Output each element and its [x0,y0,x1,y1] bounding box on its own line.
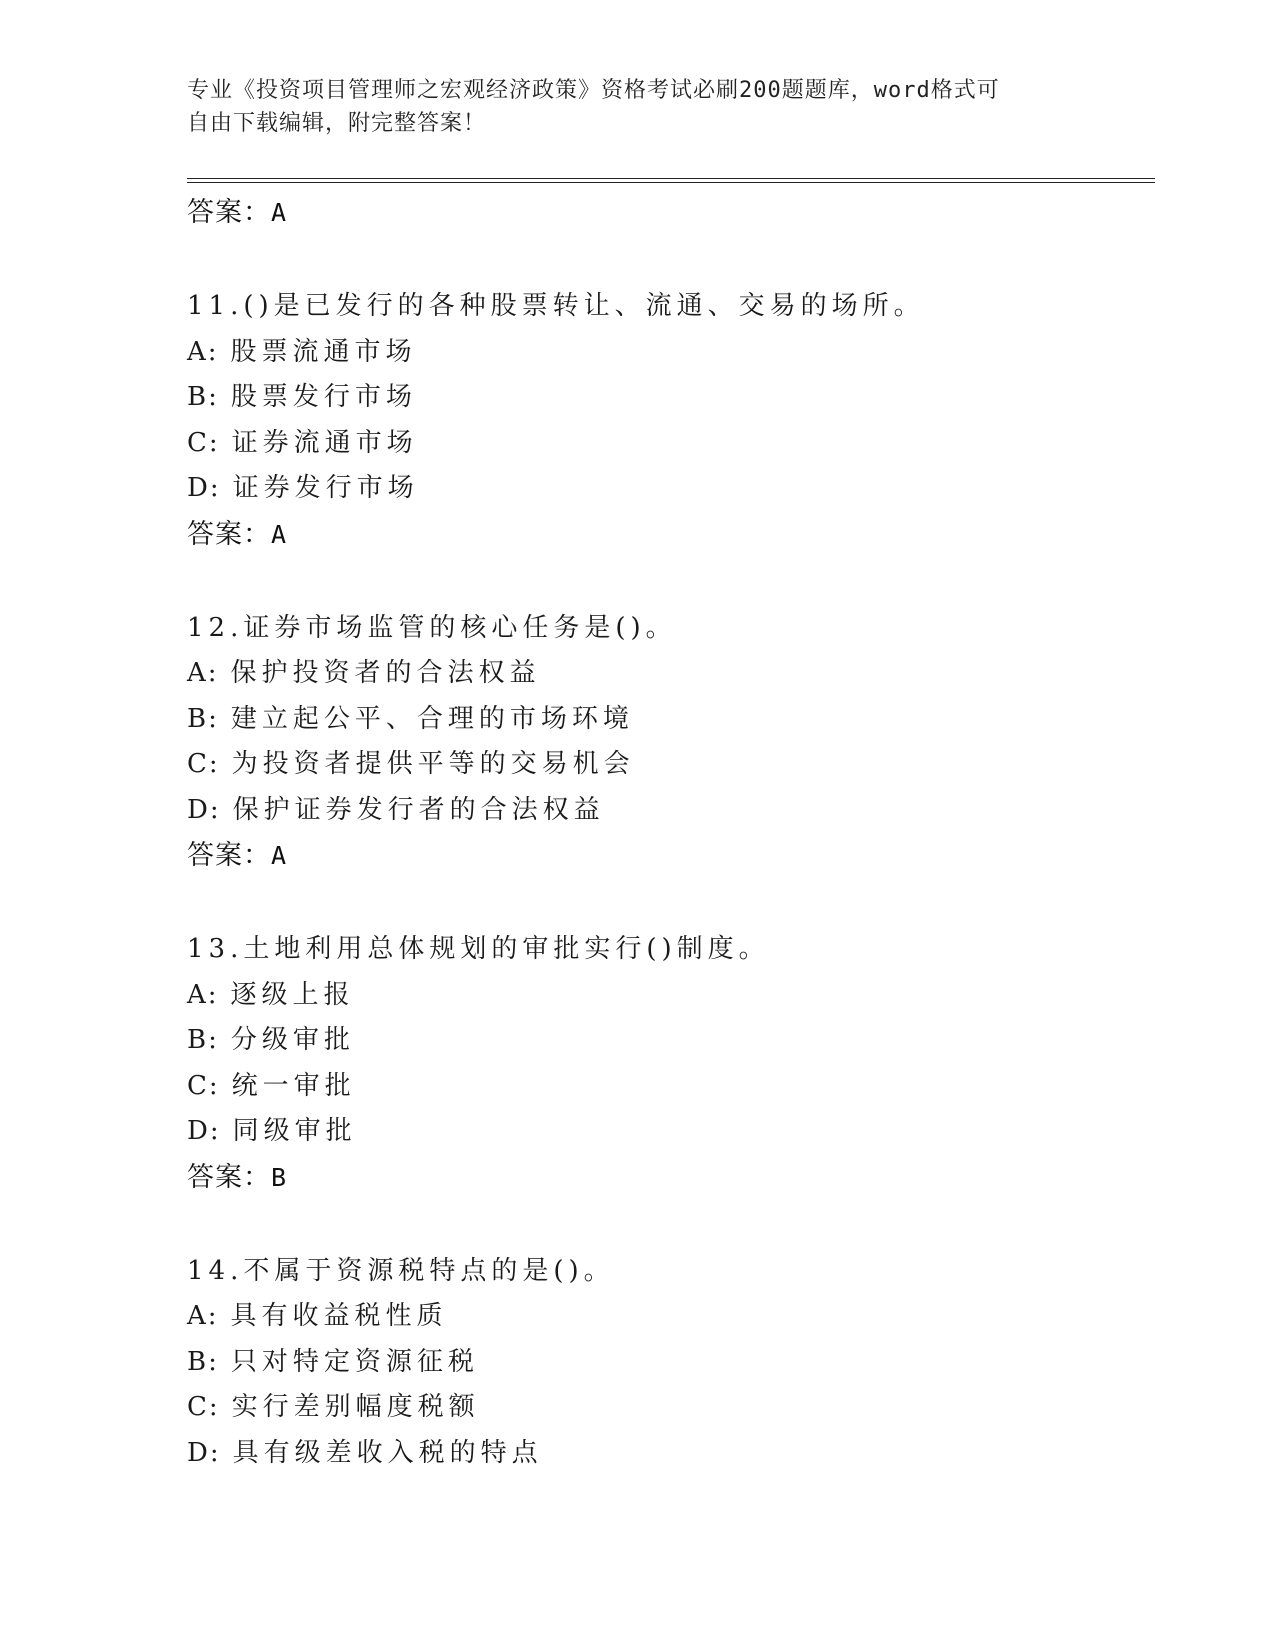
option-text: 证券发行市场 [232,473,419,503]
option-key: D: [187,1437,221,1468]
option-key: A: [187,336,219,367]
option-text: 分级审批 [230,1025,355,1055]
header-title-line-1: 专业《投资项目管理师之宏观经济政策》资格考试必刷200题题库，word格式可 [187,78,1000,103]
document-header [187,74,1067,140]
question-stem: 12.证券市场监管的核心任务是()。 [187,612,677,643]
option-text: 实行差别幅度税额 [231,1392,480,1422]
option-d [187,788,1155,834]
option-key: C: [187,1070,220,1101]
option-key: B: [187,703,219,734]
option-key: D: [187,1116,221,1146]
header-title-line-2: 自由下载编辑，附完整答案！ [187,111,487,136]
answer-label: 答案： [187,840,271,871]
question-block [187,606,1155,880]
option-b [187,1340,1155,1386]
option-key: B: [187,382,219,412]
option-text: 统一审批 [231,1070,356,1101]
option-text: 股票发行市场 [230,382,417,412]
question-block [187,927,1155,1201]
question-stem: 13.土地利用总体规划的审批实行()制度。 [187,934,770,964]
option-key: D: [187,473,221,503]
option-c [187,1064,1155,1110]
option-a [187,1294,1155,1340]
option-a [187,330,1155,376]
option-b [187,375,1155,421]
question-list [187,190,1155,1476]
option-key: B: [187,1346,219,1377]
option-text: 同级审批 [232,1116,357,1146]
option-b [187,697,1155,743]
option-text: 股票流通市场 [230,336,417,367]
answer-label: 答案： [187,518,271,550]
answer-value: A [271,519,288,549]
option-c [187,1385,1155,1431]
option-text: 保护投资者的合法权益 [230,658,541,688]
answer-label: 答案： [187,197,271,228]
option-d [187,1431,1155,1477]
question-stem: 14.不属于资源税特点的是()。 [187,1255,615,1286]
option-c [187,421,1155,467]
answer-value: A [271,841,288,870]
answer-line [187,1155,1155,1201]
option-key: C: [187,427,220,458]
answer-label: 答案： [187,1161,271,1193]
option-key: D: [187,794,221,825]
option-key: C: [187,1392,220,1422]
answer-value: A [271,198,288,227]
option-key: A: [187,1301,219,1331]
question-block [187,1249,1155,1477]
option-text: 保护证券发行者的合法权益 [232,794,605,825]
option-a [187,973,1155,1019]
answer-line [187,190,1155,236]
option-text: 只对特定资源征税 [230,1346,479,1377]
option-text: 具有收益税性质 [230,1301,448,1331]
header-double-rule [187,178,1155,183]
option-text: 为投资者提供平等的交易机会 [231,749,635,779]
option-key: B: [187,1025,219,1055]
question-block [187,284,1155,558]
option-key: A: [187,658,219,688]
option-text: 建立起公平、合理的市场环境 [230,703,634,734]
option-b [187,1018,1155,1064]
option-d [187,1109,1155,1155]
answer-line [187,512,1155,558]
option-key: A: [187,979,219,1010]
option-text: 具有级差收入税的特点 [232,1437,543,1468]
option-a [187,651,1155,697]
answer-line [187,833,1155,879]
option-c [187,742,1155,788]
option-text: 证券流通市场 [231,427,418,458]
option-text: 逐级上报 [230,979,355,1010]
option-d [187,466,1155,512]
option-key: C: [187,749,220,779]
answer-value: B [271,1162,288,1192]
question-stem: 11.()是已发行的各种股票转让、流通、交易的场所。 [187,291,925,321]
